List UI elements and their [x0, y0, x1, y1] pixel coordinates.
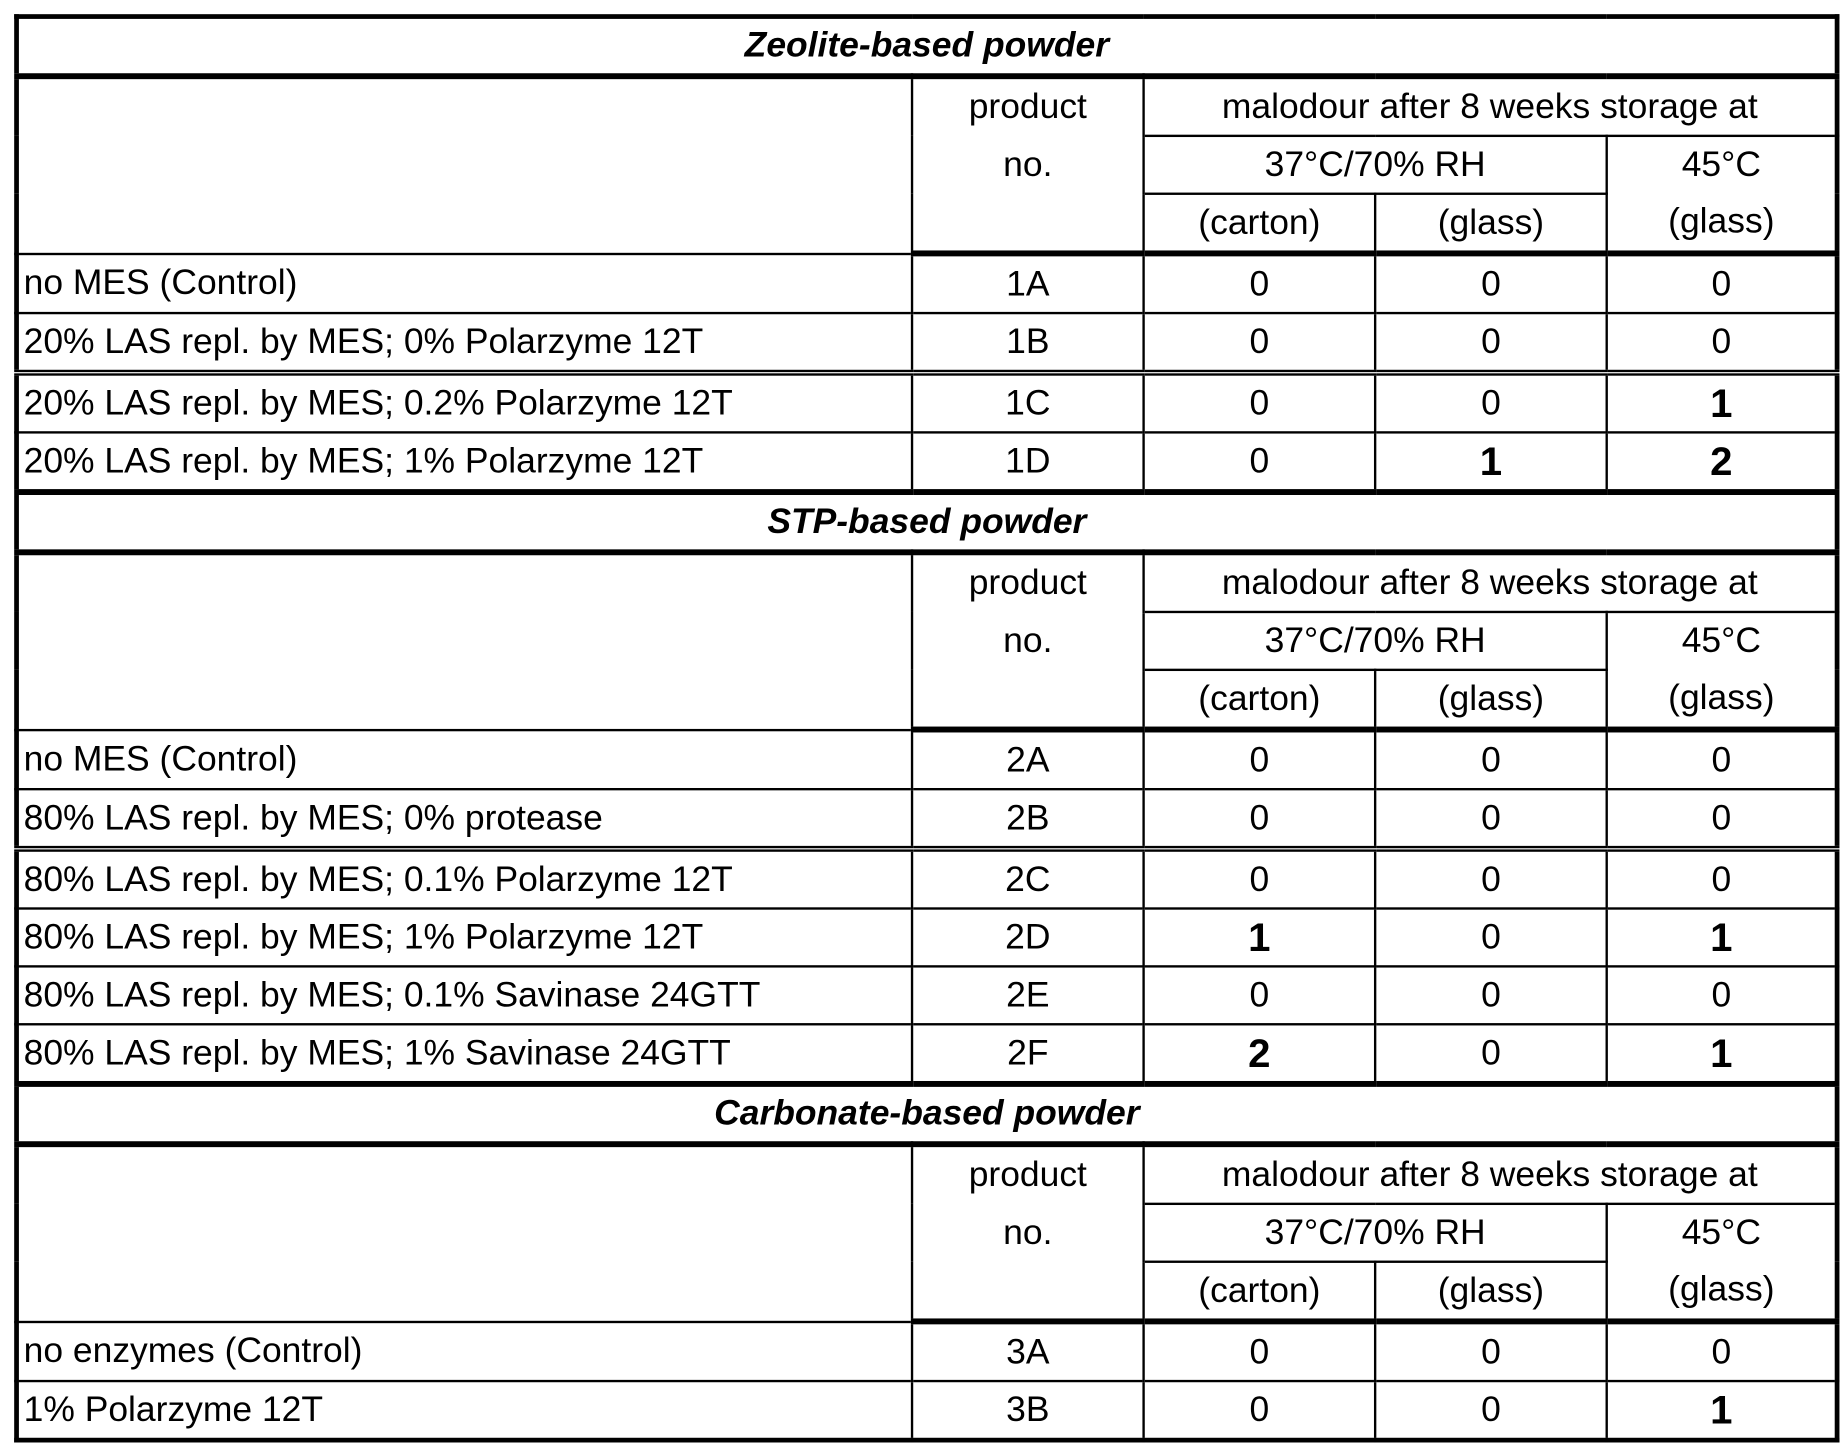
product-header: product: [912, 552, 1144, 612]
malodour-carton: 0: [1144, 432, 1376, 492]
condition-45c-header: 45°C: [1607, 1204, 1837, 1262]
row-description: no enzymes (Control): [17, 1321, 913, 1381]
malodour-glass45: 1: [1607, 908, 1837, 966]
malodour-glass45: 0: [1607, 253, 1837, 313]
header-row: [17, 76, 1838, 136]
malodour-carton: 1: [1144, 908, 1376, 966]
product-number: 2D: [912, 908, 1144, 966]
table-row: [17, 908, 1838, 966]
row-description: 80% LAS repl. by MES; 0.1% Savinase 24GTT: [17, 966, 913, 1024]
row-description: 80% LAS repl. by MES; 1% Savinase 24GTT: [17, 1024, 913, 1084]
glass-45c-header: (glass): [1607, 1262, 1837, 1322]
row-description: 1% Polarzyme 12T: [17, 1381, 913, 1440]
product-number: 1D: [912, 432, 1144, 492]
malodour-glass45: 0: [1607, 730, 1837, 790]
product-number: 2F: [912, 1024, 1144, 1084]
product-header-line2: no.: [912, 1204, 1144, 1262]
malodour-glass: 0: [1375, 1381, 1607, 1440]
malodour-carton: 0: [1144, 849, 1376, 909]
table-row: [17, 730, 1838, 790]
product-header-line2: no.: [912, 612, 1144, 670]
table-row: [17, 1024, 1838, 1084]
malodour-glass: 0: [1375, 849, 1607, 909]
table-row: [17, 1321, 1838, 1381]
product-number: 2E: [912, 966, 1144, 1024]
product-number: 3A: [912, 1321, 1144, 1381]
section-title: STP-based powder: [17, 492, 1838, 552]
row-description: 80% LAS repl. by MES; 0.1% Polarzyme 12T: [17, 849, 913, 909]
row-description: 20% LAS repl. by MES; 1% Polarzyme 12T: [17, 432, 913, 492]
condition-45c-header: 45°C: [1607, 612, 1837, 670]
product-header-blank: [912, 670, 1144, 730]
carton-header: (carton): [1144, 1262, 1376, 1322]
product-header: product: [912, 1144, 1144, 1204]
section-title: Zeolite-based powder: [17, 17, 1838, 77]
malodour-header: malodour after 8 weeks storage at: [1144, 1144, 1838, 1204]
condition-37c-header: 37°C/70% RH: [1144, 1204, 1607, 1262]
malodour-glass45: 1: [1607, 373, 1837, 433]
product-header-line2: no.: [912, 136, 1144, 194]
row-description: 80% LAS repl. by MES; 0% protease: [17, 789, 913, 849]
description-header: [17, 1144, 913, 1321]
product-number: 1C: [912, 373, 1144, 433]
malodour-carton: 0: [1144, 1321, 1376, 1381]
row-description: 20% LAS repl. by MES; 0% Polarzyme 12T: [17, 313, 913, 373]
condition-45c-header: 45°C: [1607, 136, 1837, 194]
carton-header: (carton): [1144, 194, 1376, 254]
malodour-carton: 2: [1144, 1024, 1376, 1084]
malodour-header: malodour after 8 weeks storage at: [1144, 552, 1838, 612]
malodour-glass: 0: [1375, 908, 1607, 966]
condition-37c-header: 37°C/70% RH: [1144, 612, 1607, 670]
malodour-glass: 0: [1375, 1024, 1607, 1084]
malodour-carton: 0: [1144, 789, 1376, 849]
glass-header: (glass): [1375, 670, 1607, 730]
header-row: [17, 552, 1838, 612]
table-row: [17, 1381, 1838, 1440]
product-header-blank: [912, 1262, 1144, 1322]
row-description: no MES (Control): [17, 730, 913, 790]
malodour-glass45: 0: [1607, 789, 1837, 849]
malodour-glass45: 2: [1607, 432, 1837, 492]
glass-45c-header: (glass): [1607, 194, 1837, 254]
condition-37c-header: 37°C/70% RH: [1144, 136, 1607, 194]
product-number: 2B: [912, 789, 1144, 849]
description-header: [17, 76, 913, 253]
malodour-glass45: 0: [1607, 849, 1837, 909]
malodour-carton: 0: [1144, 253, 1376, 313]
glass-45c-header: (glass): [1607, 670, 1837, 730]
table-row: [17, 313, 1838, 373]
malodour-glass: 0: [1375, 789, 1607, 849]
malodour-carton: 0: [1144, 313, 1376, 373]
row-description: 80% LAS repl. by MES; 1% Polarzyme 12T: [17, 908, 913, 966]
malodour-carton: 0: [1144, 1381, 1376, 1440]
product-header: product: [912, 76, 1144, 136]
malodour-glass45: 0: [1607, 966, 1837, 1024]
header-row: [17, 1144, 1838, 1204]
malodour-glass45: 0: [1607, 1321, 1837, 1381]
description-header: [17, 552, 913, 729]
product-number: 1A: [912, 253, 1144, 313]
table-row: [17, 373, 1838, 433]
glass-header: (glass): [1375, 1262, 1607, 1322]
malodour-glass: 0: [1375, 966, 1607, 1024]
malodour-glass45: 0: [1607, 313, 1837, 373]
malodour-carton: 0: [1144, 373, 1376, 433]
malodour-header: malodour after 8 weeks storage at: [1144, 76, 1838, 136]
table-row: [17, 966, 1838, 1024]
malodour-glass45: 1: [1607, 1381, 1837, 1440]
malodour-glass: 0: [1375, 313, 1607, 373]
malodour-glass: 0: [1375, 1321, 1607, 1381]
malodour-glass: 0: [1375, 253, 1607, 313]
row-description: no MES (Control): [17, 253, 913, 313]
table-row: [17, 789, 1838, 849]
section-title: Carbonate-based powder: [17, 1084, 1838, 1144]
product-number: 3B: [912, 1381, 1144, 1440]
malodour-glass45: 1: [1607, 1024, 1837, 1084]
table-row: [17, 432, 1838, 492]
product-header-blank: [912, 194, 1144, 254]
product-number: 2C: [912, 849, 1144, 909]
malodour-table: [14, 14, 1839, 1442]
product-number: 1B: [912, 313, 1144, 373]
malodour-glass: 0: [1375, 373, 1607, 433]
malodour-carton: 0: [1144, 966, 1376, 1024]
malodour-glass: 1: [1375, 432, 1607, 492]
product-number: 2A: [912, 730, 1144, 790]
table-row: [17, 253, 1838, 313]
malodour-carton: 0: [1144, 730, 1376, 790]
glass-header: (glass): [1375, 194, 1607, 254]
row-description: 20% LAS repl. by MES; 0.2% Polarzyme 12T: [17, 373, 913, 433]
malodour-glass: 0: [1375, 730, 1607, 790]
table-row: [17, 849, 1838, 909]
carton-header: (carton): [1144, 670, 1376, 730]
